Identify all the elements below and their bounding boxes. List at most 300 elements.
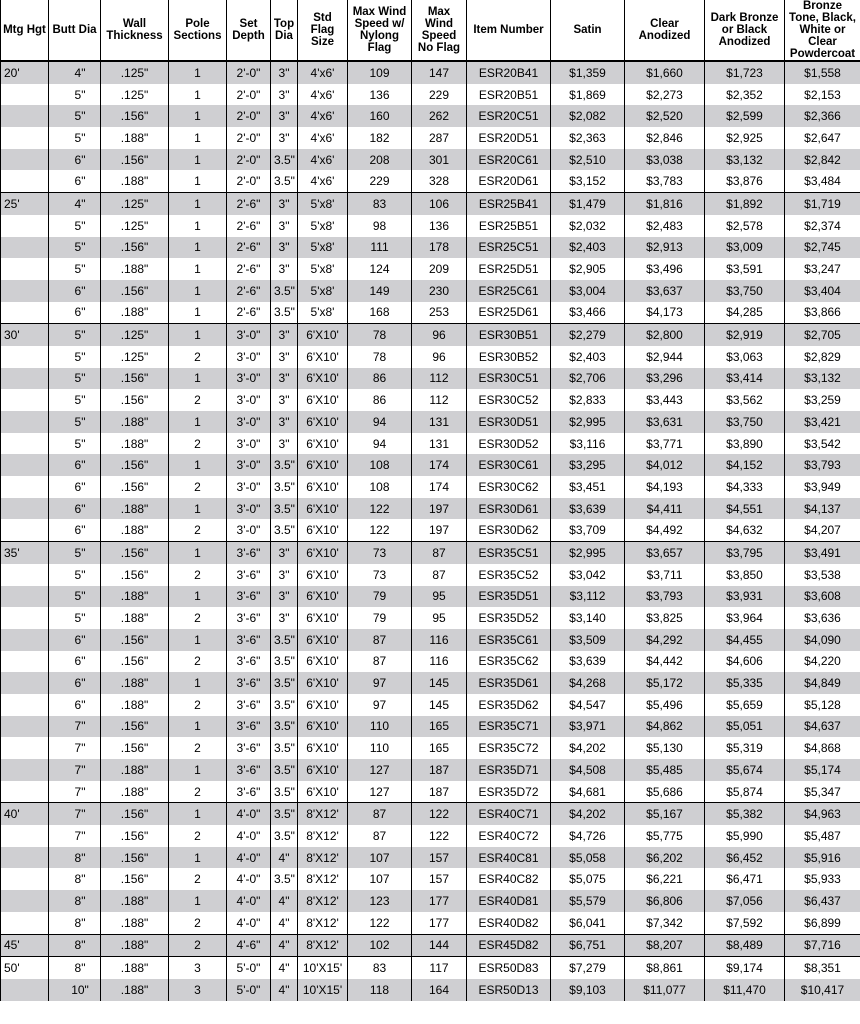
- cell-wall-thickness: .188": [101, 672, 169, 694]
- cell-top-dia: 3": [271, 433, 298, 455]
- cell-price-clear: $4,193: [625, 476, 705, 498]
- cell-item-number: ESR35D71: [467, 759, 551, 781]
- cell-price-powdercoat: $3,538: [785, 564, 860, 586]
- cell-price-clear: $4,012: [625, 454, 705, 476]
- cell-mtg-hgt: [1, 825, 49, 847]
- cell-pole-sections: 2: [169, 825, 227, 847]
- cell-wind-flag: 107: [348, 868, 412, 890]
- cell-set-depth: 3'-6": [227, 759, 271, 781]
- cell-price-satin: $3,971: [551, 716, 625, 738]
- cell-top-dia: 3": [271, 368, 298, 390]
- cell-butt-dia: 4": [49, 61, 101, 84]
- cell-price-bronze: $3,132: [705, 149, 785, 171]
- cell-price-bronze: $2,919: [705, 324, 785, 346]
- cell-wall-thickness: .156": [101, 737, 169, 759]
- cell-price-clear: $4,862: [625, 716, 705, 738]
- cell-butt-dia: 6": [49, 519, 101, 541]
- cell-flag-size: 6'X10': [298, 498, 348, 520]
- cell-pole-sections: 2: [169, 607, 227, 629]
- cell-price-bronze: $4,632: [705, 519, 785, 541]
- cell-flag-size: 8'X12': [298, 803, 348, 825]
- cell-item-number: ESR30C51: [467, 368, 551, 390]
- cell-wind-no-flag: 301: [412, 149, 467, 171]
- cell-butt-dia: 5": [49, 368, 101, 390]
- cell-pole-sections: 1: [169, 280, 227, 302]
- cell-wall-thickness: .156": [101, 803, 169, 825]
- cell-top-dia: 3.5": [271, 149, 298, 171]
- cell-price-satin: $2,905: [551, 258, 625, 280]
- cell-set-depth: 3'-6": [227, 564, 271, 586]
- cell-top-dia: 4": [271, 979, 298, 1001]
- table-row: [1, 258, 860, 280]
- cell-price-powdercoat: $1,558: [785, 61, 860, 84]
- cell-price-satin: $2,995: [551, 411, 625, 433]
- cell-item-number: ESR25C51: [467, 237, 551, 259]
- cell-butt-dia: 8": [49, 847, 101, 869]
- cell-wind-no-flag: 209: [412, 258, 467, 280]
- cell-price-bronze: $5,335: [705, 672, 785, 694]
- cell-set-depth: 2'-6": [227, 280, 271, 302]
- table-row: [1, 476, 860, 498]
- cell-price-satin: $2,403: [551, 237, 625, 259]
- cell-butt-dia: 6": [49, 651, 101, 673]
- cell-pole-sections: 1: [169, 193, 227, 215]
- cell-wall-thickness: .125": [101, 193, 169, 215]
- cell-top-dia: 3.5": [271, 803, 298, 825]
- cell-price-bronze: $7,056: [705, 890, 785, 912]
- cell-price-powdercoat: $3,421: [785, 411, 860, 433]
- cell-item-number: ESR35D72: [467, 781, 551, 803]
- cell-top-dia: 3.5": [271, 759, 298, 781]
- cell-butt-dia: 7": [49, 803, 101, 825]
- cell-wind-flag: 86: [348, 389, 412, 411]
- cell-mtg-hgt: [1, 302, 49, 324]
- table-row: [1, 542, 860, 564]
- cell-set-depth: 3'-6": [227, 737, 271, 759]
- cell-set-depth: 3'-0": [227, 411, 271, 433]
- cell-butt-dia: 5": [49, 564, 101, 586]
- cell-item-number: ESR20D61: [467, 170, 551, 192]
- cell-pole-sections: 1: [169, 498, 227, 520]
- cell-mtg-hgt: [1, 498, 49, 520]
- cell-mtg-hgt: [1, 433, 49, 455]
- cell-wall-thickness: .156": [101, 868, 169, 890]
- cell-price-bronze: $6,471: [705, 868, 785, 890]
- cell-pole-sections: 2: [169, 346, 227, 368]
- cell-set-depth: 2'-6": [227, 302, 271, 324]
- cell-price-clear: $5,496: [625, 694, 705, 716]
- cell-price-powdercoat: $5,916: [785, 847, 860, 869]
- cell-butt-dia: 6": [49, 149, 101, 171]
- cell-price-bronze: $3,750: [705, 280, 785, 302]
- cell-set-depth: 2'-0": [227, 61, 271, 84]
- cell-mtg-hgt: 50': [1, 957, 49, 979]
- table-row: [1, 781, 860, 803]
- cell-wind-flag: 108: [348, 476, 412, 498]
- cell-price-satin: $3,639: [551, 498, 625, 520]
- cell-set-depth: 3'-0": [227, 519, 271, 541]
- cell-price-clear: $3,657: [625, 542, 705, 564]
- cell-set-depth: 2'-0": [227, 105, 271, 127]
- cell-price-satin: $5,579: [551, 890, 625, 912]
- cell-wind-flag: 122: [348, 912, 412, 934]
- cell-top-dia: 3": [271, 127, 298, 149]
- cell-price-clear: $3,443: [625, 389, 705, 411]
- cell-wind-flag: 123: [348, 890, 412, 912]
- cell-flag-size: 6'X10': [298, 324, 348, 346]
- table-row: [1, 498, 860, 520]
- cell-butt-dia: 6": [49, 280, 101, 302]
- cell-price-bronze: $2,578: [705, 215, 785, 237]
- cell-item-number: ESR35C72: [467, 737, 551, 759]
- cell-item-number: ESR30B52: [467, 346, 551, 368]
- cell-price-satin: $3,152: [551, 170, 625, 192]
- cell-price-clear: $2,483: [625, 215, 705, 237]
- cell-pole-sections: 1: [169, 170, 227, 192]
- cell-price-satin: $3,295: [551, 454, 625, 476]
- cell-butt-dia: 5": [49, 433, 101, 455]
- cell-price-satin: $3,451: [551, 476, 625, 498]
- table-row: [1, 564, 860, 586]
- cell-wind-no-flag: 147: [412, 61, 467, 84]
- cell-set-depth: 4'-0": [227, 890, 271, 912]
- cell-top-dia: 4": [271, 912, 298, 934]
- cell-flag-size: 6'X10': [298, 586, 348, 608]
- cell-butt-dia: 6": [49, 302, 101, 324]
- cell-butt-dia: 7": [49, 781, 101, 803]
- cell-price-powdercoat: $3,608: [785, 586, 860, 608]
- cell-wall-thickness: .125": [101, 84, 169, 106]
- cell-flag-size: 10'X15': [298, 979, 348, 1001]
- cell-price-clear: $7,342: [625, 912, 705, 934]
- cell-item-number: ESR40C81: [467, 847, 551, 869]
- table-row: [1, 389, 860, 411]
- cell-wind-flag: 229: [348, 170, 412, 192]
- cell-wall-thickness: .156": [101, 825, 169, 847]
- cell-mtg-hgt: [1, 979, 49, 1001]
- cell-price-powdercoat: $2,366: [785, 105, 860, 127]
- cell-price-satin: $1,359: [551, 61, 625, 84]
- cell-price-satin: $2,363: [551, 127, 625, 149]
- cell-top-dia: 3.5": [271, 672, 298, 694]
- cell-item-number: ESR50D13: [467, 979, 551, 1001]
- cell-wall-thickness: .156": [101, 368, 169, 390]
- cell-pole-sections: 2: [169, 389, 227, 411]
- cell-wind-flag: 108: [348, 454, 412, 476]
- cell-flag-size: 5'x8': [298, 193, 348, 215]
- col-header-item-number: Item Number: [467, 0, 551, 61]
- cell-set-depth: 3'-6": [227, 542, 271, 564]
- cell-mtg-hgt: [1, 280, 49, 302]
- cell-wind-no-flag: 287: [412, 127, 467, 149]
- cell-wall-thickness: .188": [101, 781, 169, 803]
- cell-wall-thickness: .125": [101, 324, 169, 346]
- cell-pole-sections: 1: [169, 803, 227, 825]
- cell-butt-dia: 10": [49, 979, 101, 1001]
- cell-item-number: ESR35C52: [467, 564, 551, 586]
- cell-item-number: ESR30D51: [467, 411, 551, 433]
- col-header-satin: Satin: [551, 0, 625, 61]
- cell-wall-thickness: .188": [101, 979, 169, 1001]
- cell-wall-thickness: .188": [101, 912, 169, 934]
- cell-wind-flag: 136: [348, 84, 412, 106]
- cell-flag-size: 6'X10': [298, 672, 348, 694]
- cell-wind-no-flag: 229: [412, 84, 467, 106]
- table-row: [1, 912, 860, 934]
- cell-wind-flag: 73: [348, 564, 412, 586]
- cell-set-depth: 2'-0": [227, 84, 271, 106]
- cell-price-satin: $7,279: [551, 957, 625, 979]
- cell-wind-flag: 124: [348, 258, 412, 280]
- cell-wall-thickness: .188": [101, 170, 169, 192]
- cell-set-depth: 3'-6": [227, 781, 271, 803]
- cell-top-dia: 3": [271, 105, 298, 127]
- cell-top-dia: 3.5": [271, 519, 298, 541]
- cell-price-bronze: $1,723: [705, 61, 785, 84]
- cell-price-powdercoat: $5,933: [785, 868, 860, 890]
- cell-wall-thickness: .125": [101, 346, 169, 368]
- cell-pole-sections: 1: [169, 324, 227, 346]
- cell-pole-sections: 1: [169, 847, 227, 869]
- cell-price-bronze: $3,414: [705, 368, 785, 390]
- cell-mtg-hgt: [1, 759, 49, 781]
- cell-mtg-hgt: [1, 346, 49, 368]
- cell-wind-flag: 182: [348, 127, 412, 149]
- cell-wind-no-flag: 112: [412, 368, 467, 390]
- cell-price-bronze: $6,452: [705, 847, 785, 869]
- cell-flag-size: 6'X10': [298, 346, 348, 368]
- cell-pole-sections: 1: [169, 759, 227, 781]
- cell-item-number: ESR20B41: [467, 61, 551, 84]
- cell-item-number: ESR35C71: [467, 716, 551, 738]
- cell-flag-size: 4'x6': [298, 105, 348, 127]
- cell-wall-thickness: .156": [101, 651, 169, 673]
- cell-wind-no-flag: 116: [412, 629, 467, 651]
- cell-mtg-hgt: 20': [1, 61, 49, 84]
- cell-flag-size: 6'X10': [298, 629, 348, 651]
- cell-butt-dia: 8": [49, 890, 101, 912]
- cell-wind-no-flag: 174: [412, 476, 467, 498]
- cell-wind-no-flag: 131: [412, 411, 467, 433]
- cell-flag-size: 6'X10': [298, 607, 348, 629]
- cell-wind-flag: 79: [348, 607, 412, 629]
- col-header-std-flag-size: Std Flag Size: [298, 0, 348, 61]
- cell-price-bronze: $3,850: [705, 564, 785, 586]
- cell-butt-dia: 5": [49, 607, 101, 629]
- cell-item-number: ESR30C61: [467, 454, 551, 476]
- cell-mtg-hgt: [1, 890, 49, 912]
- cell-butt-dia: 8": [49, 912, 101, 934]
- cell-wall-thickness: .156": [101, 564, 169, 586]
- cell-price-powdercoat: $3,259: [785, 389, 860, 411]
- table-row: [1, 868, 860, 890]
- cell-price-satin: $4,547: [551, 694, 625, 716]
- cell-top-dia: 3": [271, 586, 298, 608]
- cell-pole-sections: 1: [169, 454, 227, 476]
- col-header-clear-anodized: Clear Anodized: [625, 0, 705, 61]
- cell-pole-sections: 1: [169, 716, 227, 738]
- cell-wind-flag: 102: [348, 934, 412, 957]
- cell-price-powdercoat: $2,745: [785, 237, 860, 259]
- cell-flag-size: 6'X10': [298, 454, 348, 476]
- cell-price-powdercoat: $3,491: [785, 542, 860, 564]
- table-row: [1, 149, 860, 171]
- table-row: [1, 84, 860, 106]
- cell-price-powdercoat: $4,963: [785, 803, 860, 825]
- col-header-pole-sections: Pole Sections: [169, 0, 227, 61]
- cell-price-satin: $6,041: [551, 912, 625, 934]
- cell-set-depth: 5'-0": [227, 957, 271, 979]
- cell-wall-thickness: .188": [101, 433, 169, 455]
- cell-butt-dia: 7": [49, 737, 101, 759]
- cell-wall-thickness: .188": [101, 127, 169, 149]
- cell-top-dia: 3": [271, 237, 298, 259]
- cell-wall-thickness: .188": [101, 890, 169, 912]
- table-row: [1, 890, 860, 912]
- cell-butt-dia: 6": [49, 170, 101, 192]
- cell-item-number: ESR35C62: [467, 651, 551, 673]
- cell-wall-thickness: .188": [101, 607, 169, 629]
- cell-price-satin: $3,004: [551, 280, 625, 302]
- cell-wall-thickness: .156": [101, 280, 169, 302]
- cell-set-depth: 3'-0": [227, 454, 271, 476]
- cell-flag-size: 8'X12': [298, 825, 348, 847]
- cell-wind-flag: 122: [348, 519, 412, 541]
- cell-wall-thickness: .188": [101, 411, 169, 433]
- cell-price-bronze: $2,599: [705, 105, 785, 127]
- cell-top-dia: 3.5": [271, 476, 298, 498]
- cell-price-satin: $5,058: [551, 847, 625, 869]
- cell-price-powdercoat: $4,090: [785, 629, 860, 651]
- cell-mtg-hgt: 35': [1, 542, 49, 564]
- cell-item-number: ESR35D52: [467, 607, 551, 629]
- table-row: [1, 759, 860, 781]
- cell-wind-no-flag: 131: [412, 433, 467, 455]
- cell-mtg-hgt: [1, 170, 49, 192]
- cell-wind-flag: 78: [348, 324, 412, 346]
- cell-set-depth: 2'-0": [227, 127, 271, 149]
- cell-top-dia: 3.5": [271, 170, 298, 192]
- cell-pole-sections: 1: [169, 629, 227, 651]
- cell-mtg-hgt: 30': [1, 324, 49, 346]
- cell-price-clear: $3,771: [625, 433, 705, 455]
- cell-wind-flag: 87: [348, 651, 412, 673]
- cell-set-depth: 2'-6": [227, 237, 271, 259]
- cell-price-bronze: $3,750: [705, 411, 785, 433]
- cell-wind-flag: 98: [348, 215, 412, 237]
- cell-wind-flag: 127: [348, 781, 412, 803]
- cell-mtg-hgt: [1, 454, 49, 476]
- cell-wall-thickness: .156": [101, 716, 169, 738]
- cell-price-bronze: $3,890: [705, 433, 785, 455]
- cell-top-dia: 3": [271, 564, 298, 586]
- cell-set-depth: 3'-6": [227, 694, 271, 716]
- cell-mtg-hgt: [1, 716, 49, 738]
- cell-wind-flag: 86: [348, 368, 412, 390]
- cell-item-number: ESR30D62: [467, 519, 551, 541]
- cell-wall-thickness: .156": [101, 389, 169, 411]
- cell-item-number: ESR25C61: [467, 280, 551, 302]
- cell-flag-size: 4'x6': [298, 84, 348, 106]
- cell-price-powdercoat: $6,437: [785, 890, 860, 912]
- cell-wind-no-flag: 187: [412, 759, 467, 781]
- table-row: [1, 694, 860, 716]
- cell-butt-dia: 6": [49, 672, 101, 694]
- cell-price-bronze: $3,009: [705, 237, 785, 259]
- cell-price-bronze: $9,174: [705, 957, 785, 979]
- cell-item-number: ESR25D61: [467, 302, 551, 324]
- cell-mtg-hgt: [1, 672, 49, 694]
- cell-mtg-hgt: 45': [1, 934, 49, 957]
- cell-wind-no-flag: 117: [412, 957, 467, 979]
- cell-flag-size: 6'X10': [298, 476, 348, 498]
- table-row: [1, 346, 860, 368]
- cell-mtg-hgt: [1, 519, 49, 541]
- cell-flag-size: 6'X10': [298, 519, 348, 541]
- cell-mtg-hgt: [1, 389, 49, 411]
- cell-flag-size: 6'X10': [298, 651, 348, 673]
- cell-wind-flag: 79: [348, 586, 412, 608]
- cell-price-satin: $4,268: [551, 672, 625, 694]
- cell-butt-dia: 5": [49, 324, 101, 346]
- cell-wind-no-flag: 145: [412, 672, 467, 694]
- cell-flag-size: 8'X12': [298, 912, 348, 934]
- cell-flag-size: 5'x8': [298, 237, 348, 259]
- cell-price-bronze: $1,892: [705, 193, 785, 215]
- cell-wind-no-flag: 87: [412, 542, 467, 564]
- cell-price-clear: $8,207: [625, 934, 705, 957]
- cell-price-clear: $4,492: [625, 519, 705, 541]
- cell-price-powdercoat: $5,487: [785, 825, 860, 847]
- cell-wall-thickness: .125": [101, 61, 169, 84]
- cell-price-bronze: $5,319: [705, 737, 785, 759]
- cell-price-powdercoat: $2,829: [785, 346, 860, 368]
- cell-price-clear: $1,816: [625, 193, 705, 215]
- cell-price-clear: $2,913: [625, 237, 705, 259]
- cell-wind-flag: 83: [348, 193, 412, 215]
- cell-mtg-hgt: [1, 368, 49, 390]
- table-row: [1, 586, 860, 608]
- cell-price-clear: $3,038: [625, 149, 705, 171]
- cell-pole-sections: 1: [169, 302, 227, 324]
- cell-pole-sections: 2: [169, 651, 227, 673]
- cell-price-clear: $5,775: [625, 825, 705, 847]
- cell-butt-dia: 5": [49, 586, 101, 608]
- cell-top-dia: 3.5": [271, 825, 298, 847]
- table-row: [1, 651, 860, 673]
- cell-wall-thickness: .156": [101, 149, 169, 171]
- cell-set-depth: 3'-6": [227, 629, 271, 651]
- cell-item-number: ESR35D61: [467, 672, 551, 694]
- cell-wall-thickness: .156": [101, 105, 169, 127]
- table-row: [1, 127, 860, 149]
- cell-butt-dia: 6": [49, 454, 101, 476]
- col-header-butt-dia: Butt Dia: [49, 0, 101, 61]
- cell-price-satin: $2,706: [551, 368, 625, 390]
- table-row: [1, 979, 860, 1001]
- cell-wind-flag: 110: [348, 737, 412, 759]
- cell-top-dia: 3.5": [271, 651, 298, 673]
- cell-mtg-hgt: [1, 694, 49, 716]
- cell-top-dia: 3": [271, 389, 298, 411]
- cell-flag-size: 6'X10': [298, 759, 348, 781]
- cell-price-bronze: $4,285: [705, 302, 785, 324]
- cell-price-satin: $3,639: [551, 651, 625, 673]
- cell-price-clear: $2,273: [625, 84, 705, 106]
- cell-set-depth: 3'-0": [227, 324, 271, 346]
- cell-price-powdercoat: $3,404: [785, 280, 860, 302]
- cell-price-clear: $4,411: [625, 498, 705, 520]
